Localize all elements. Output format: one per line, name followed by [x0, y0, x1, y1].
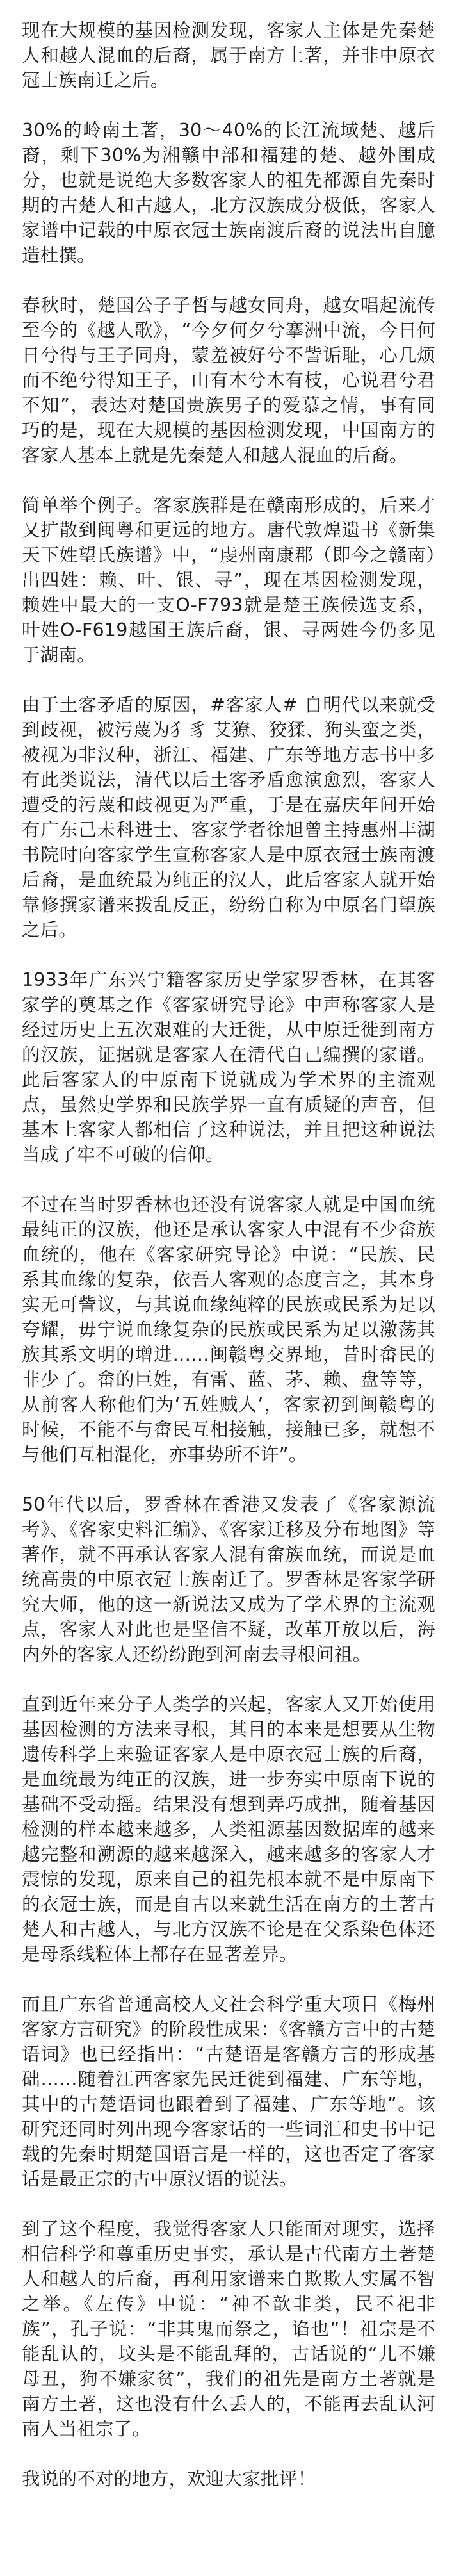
paragraph-12: 我说的不对的地方，欢迎大家批评！	[22, 2468, 316, 2490]
paragraph-3: 春秋时，楚国公子子皙与越女同舟，越女唱起流传至今的《越人歌》，“今夕何夕兮搴洲中流，今日何日兮得与王子同舟，蒙羞被好兮不訾诟耻，心几烦而不绝兮得知王子，山有木兮木有枝，心说君兮君不知”，表达对楚国贵族男子的爱慕之情，事有同巧的是，现在大规模的基因检测发现，中国南方的客家人基本上就是先秦楚人和越人混血的后裔。	[22, 295, 435, 466]
paragraph-1: 现在大规模的基因检测发现，客家人主体是先秦楚人和越人混血的后裔，属于南方土著，并非中原衣冠士族南迁之后。	[22, 20, 435, 91]
paragraph-8: 50年代以后，罗香林在香港又发表了《客家源流考》、《客家史料汇编》、《客家迁移及分布地图》等著作，就不再承认客家人混有畲族血统，而说是血统高贵的中原衣冠士族南迁了。罗香林是客家学研究大师，他的这一新说法又成为了学术界的主流观点，客家人对此也是坚信不疑，改革开放以后，海内外的客家人还纷纷跑到河南去寻根问祖。	[22, 1494, 435, 1665]
paragraph-11: 到了这个程度，我觉得客家人只能面对现实，选择相信科学和尊重历史事实，承认是古代南方土著楚人和越人的后裔，再利用家谱来自欺欺人实属不智之举。《左传》中说：“神不歆非类，民不祀非族”，孔子说：“非其鬼而祭之，谄也”！祖宗是不能乱认的，坟头是不能乱拜的，古话说的“儿不嫌母丑，狗不嫌家贫”，我们的祖先是南方土著就是南方土著，这也没有什么丢人的，不能再去乱认河南人当祖宗了。	[22, 2219, 435, 2440]
paragraph-7: 不过在当时罗香林也还没有说客家人就是中国血统最纯正的汉族，他还是承认客家人中混有不少畲族血统的，他在《客家研究导论》中说：“民族、民系其血缘的复杂，依吾人客观的态度言之，其本身实无可訾议，与其说血缘纯粹的民族或民系为足以夸耀，毋宁说血缘复杂的民族或民系为足以激荡其族其系文明的增进……闽赣粤交界地，昔时畲民的非少了。畲的巨姓，有雷、蓝、茅、赖、盘等等，从前客人称他们为‘五姓贼人’，客家初到闽赣粤的时候，不能不与畲民互相接触，接触已多，就想不与他们互相混化，亦事势所不许”。	[22, 1194, 435, 1465]
paragraph-2: 30%的岭南土著，30～40%的长江流域楚、越后裔，剩下30%为湘赣中部和福建的楚、越外围成分，也就是说绝大多数客家人的祖先都源自先秦时期的古楚人和古越人，北方汉族成分极低，客家人家谱中记载的中原衣冠士族南渡后裔的说法出自臆造杜撰。	[22, 120, 435, 266]
paragraph-6: 1933年广东兴宁籍客家历史学家罗香林，在其客家学的奠基之作《客家研究导论》中声称客家人是经过历史上五次艰难的大迁徙，从中原迁徙到南方的汉族，证据就是客家人在清代自己编撰的家谱。此后客家人的中原南下说就成为学术界的主流观点，虽然史学界和民族学界一直有质疑的声音，但基本上客家人都相信了这种说法，并且把这种说法当成了牢不可破的信仰。	[22, 969, 435, 1165]
paragraph-10: 而且广东省普通高校人文社会科学重大项目《梅州客家方言研究》的阶段性成果：《客赣方言中的古楚语词》也已经指出：“古楚语是客赣方言的形成基础……随着江西客家先民迁徙到福建、广东等地，其中的古楚语词也跟着到了福建、广东等地”。该研究还同时列出现今客家话的一些词汇和史书中记载的先秦时期楚国语言是一样的，这也否定了客家话是最正宗的古中原汉语的说法。	[22, 1994, 435, 2190]
paragraph-4: 简单举个例子。客家族群是在赣南形成的，后来才又扩散到闽粤和更远的地方。唐代敦煌遗书《新集天下姓望氏族谱》中，“虔州南康郡（即今之赣南）出四姓：赖、叶、银、寻”，现在基因检测发现，赖姓中最大的一支O-F793就是楚王族候选支系，叶姓O-F619越国王族后裔，银、寻两姓今仍多见于湖南。	[22, 495, 435, 666]
paragraph-9: 直到近年来分子人类学的兴起，客家人又开始使用基因检测的方法来寻根，其目的本来是想要从生物遗传科学上来验证客家人是中原衣冠士族的后裔，是血统最为纯正的汉族，进一步夯实中原南下说的基础不受动摇。结果没有想到弄巧成拙，随着基因检测的样本越来越多，人类祖源基因数据库的越来越完整和溯源的越来越深入，越来越多的客家人才震惊的发现，原来自己的祖先根本就不是中原南下的衣冠士族，而是自古以来就生活在南方的土著古楚人和古越人，与北方汉族不论是在父系染色体还是母系线粒体上都存在显著差异。	[22, 1694, 435, 1965]
paragraph-5: 由于土客矛盾的原因，#客家人# 自明代以来就受到歧视，被污蔑为犭豸 艾獠、狡猱、狗头蛮之类，被视为非汉种，浙江、福建、广东等地方志书中多有此类说法，清代以后土客矛盾愈演愈烈，客家人遭受的污蔑和歧视更为严重，于是在嘉庆年间开始有广东己未科进士、客家学者徐旭曾主持惠州丰湖书院时向客家学生宣称客家人是中原衣冠士族南渡后裔，是血统最为纯正的汉人，此后客家人就开始靠修撰家谱来拨乱反正，纷纷自称为中原名门望族之后。	[22, 694, 435, 940]
